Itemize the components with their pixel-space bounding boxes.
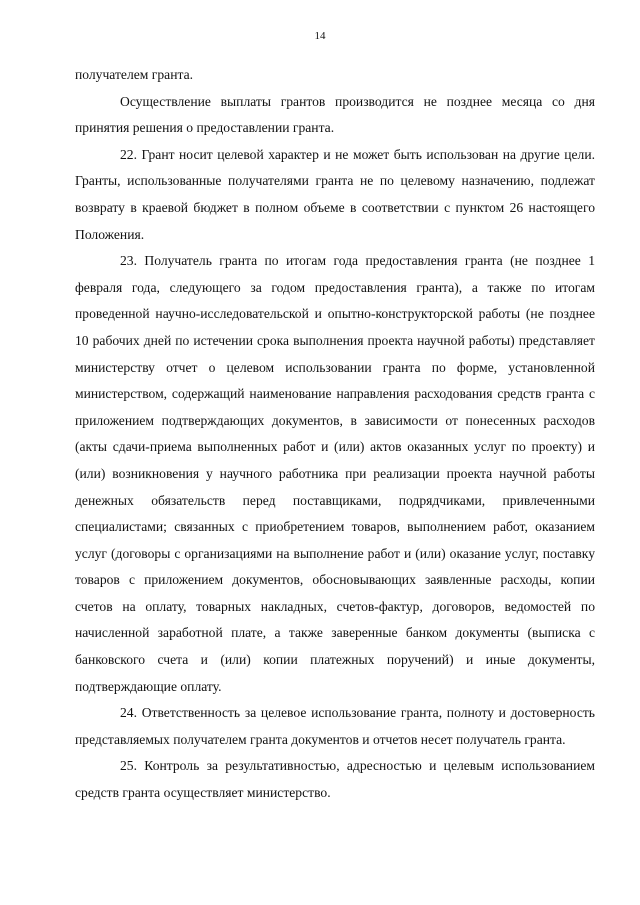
paragraph-clause-24: 24. Ответственность за целевое использование гранта, полноту и достоверность представляемых получателем гранта документов и отчетов несет получатель гранта. (75, 705, 595, 747)
paragraph-continuation: получателем гранта. (75, 67, 194, 82)
paragraph-clause-22: 22. Грант носит целевой характер и не может быть использован на другие цели. Гранты, использованные получателями гранта не по целевому назначению, подлежат возврату в краевой бюджет в полном объеме в соответствии с пунктом 26 настоящего Положения. (75, 146, 595, 242)
paragraph-clause-23: 23. Получатель гранта по итогам года предоставления гранта (не позднее 1 февраля года, следующего за годом предоставления гранта), а также по итогам проведенной научно-исследовательской и опытно-конструкторской работы (не позднее 10 рабочих дней по истечении срока выполнения проекта научной работы) представляет министерству отчет о целевом использовании гранта по форме, установленной министерством, содержащий наименование направления расходования средств гранта с приложением подтверждающих документов, в зависимости от понесенных расходов (акты сдачи-приема выполненных работ и (или) актов оказанных услуг по проекту) и (или) возникновения у научного работника при реализации проекта научной работы денежных обязательств перед поставщиками, подрядчиками, привлеченными специалистами; связанных с приобретением товаров, выполнением работ, оказанием услуг (договоры с организациями на выполнение работ и (или) оказание услуг, поставку товаров с приложением документов, обосновывающих заявленные расходы, копии счетов на оплату, товарных накладных, счетов-фактур, договоров, ведомостей по начисленной заработной плате, а также заверенные банком документы (выписка с банковского счета и (или) копии платежных поручений) и иные документы, подтверждающие оплату. (75, 253, 595, 694)
paragraph-clause-25: 25. Контроль за результативностью, адресностью и целевым использованием средств гранта осуществляет министерство. (75, 758, 595, 801)
paragraph-payment-timing: Осуществление выплаты грантов производится не позднее месяца со дня принятия решения о предоставлении гранта. (75, 93, 595, 136)
document-body (75, 62, 595, 807)
page-number: 14 (314, 30, 326, 42)
